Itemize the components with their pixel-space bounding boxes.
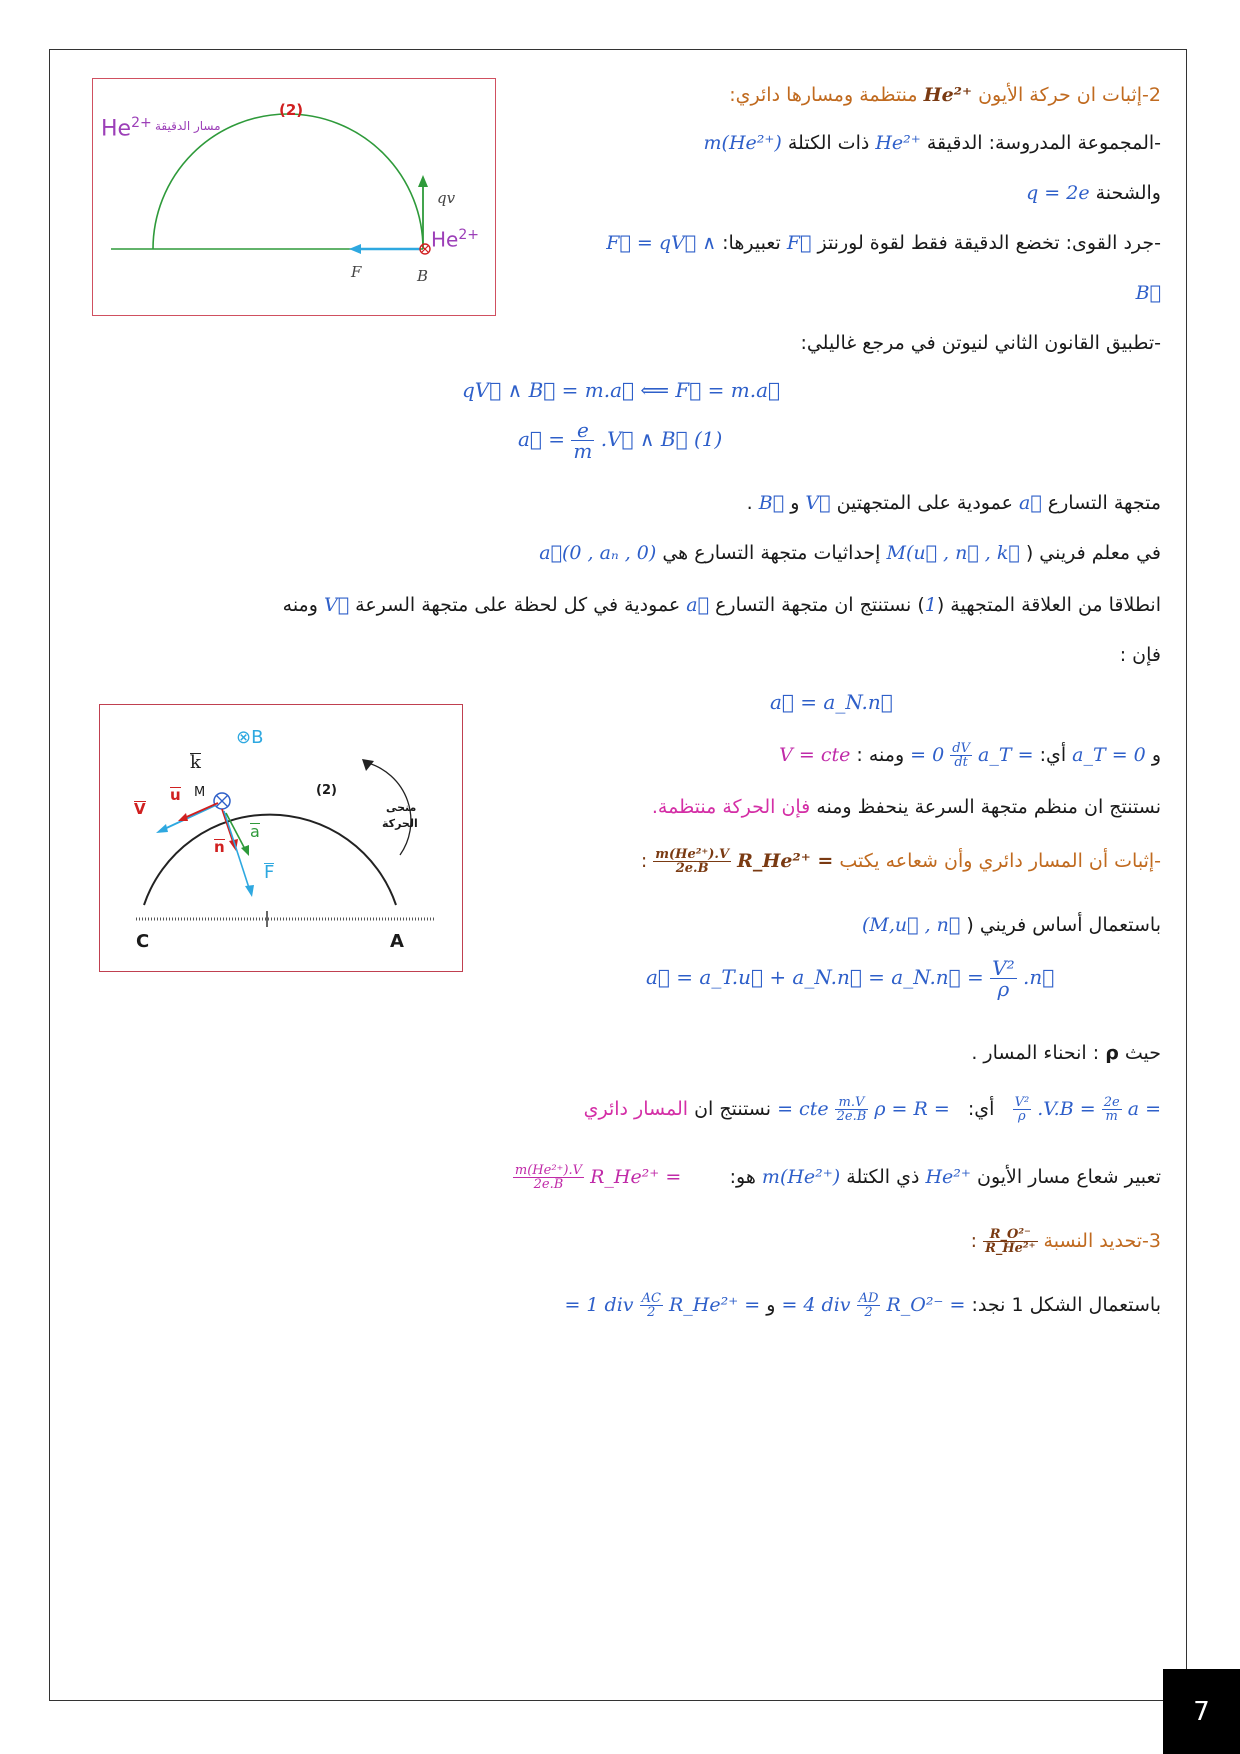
studied-system-line: -المجموعة المدروسة: الدقيقة He²⁺ ذات الكتلة m(He²⁺) (703, 132, 1161, 154)
page-number: 7 (1163, 1669, 1240, 1754)
radius-expression-line: تعبير شعاع مسار الأيون He²⁺ ذي الكتلة m(He²⁺) هو: R_He²⁺ = $\frac{\text{m(He²⁺).V}}{2e.B}$ (514, 1163, 1161, 1192)
figure1-f-label: F (351, 263, 362, 281)
forces-line: -جرد القوى: تخضع الدقيقة فقط لقوة لورنتز F⃗ تعبيرها: F⃗ = qV⃗ ∧ (606, 232, 1161, 254)
curvature-line: حيث ρ : انحناء المسار . (971, 1042, 1161, 1064)
figure1-particle-top: $He^{2+}$ (101, 115, 152, 142)
figure2-f-label: F (264, 862, 275, 883)
acceleration-perpendicular-line: متجهة التسارع a⃗ عمودية على المتجهتين V⃗ و B⃗ . (746, 492, 1161, 514)
figure-frenet-frame (99, 704, 463, 972)
figure1-b-label: B (417, 267, 429, 285)
charge-line: والشحنة q = 2e (1026, 182, 1161, 204)
figure2-m-label: M (194, 785, 206, 800)
figure2-a-point-label: A (390, 931, 404, 952)
equation-2: a⃗ = $\frac{e}{m}$ .V⃗ ∧ B⃗ (1) (518, 418, 723, 463)
frenet-coords-line: في معلم فريني ( M(u⃗ , n⃗ , k⃗ إحداثيات متجهة التسارع هي a⃗(0 , aₙ , 0) (539, 542, 1161, 564)
circular-path-result-line: a = $\frac{2e}{m}$ .V.B = $\frac{\text{V²}}{\rho}$ أي: ρ = R = $\frac{m.V}{2e.B}$ = cte نستنتج ان المسار دائري (583, 1095, 1161, 1124)
figure-semicircle-path (92, 78, 496, 316)
figure1-particle-right: $He^{2+}$ (431, 227, 479, 252)
figure2-u-label: u (170, 786, 181, 804)
forces-line-cont: B⃗ (1135, 282, 1161, 304)
radii-values-line: باستعمال الشكل 1 نجد: R_O²⁻ = $\frac{AD}{2}$ = 4 div و R_He²⁺ = $\frac{AC}{2}$ = 1 div (564, 1291, 1161, 1320)
figure2-b-label: ⊗B (236, 727, 264, 748)
frenet-basis-line: باستعمال أساس فريني ( (M,u⃗ , n⃗ (862, 914, 1161, 936)
equation-3: a⃗ = a_N.n⃗ (770, 690, 893, 714)
deduction-line: انطلاقا من العلاقة المتجهية (1) نستنتج ان متجهة التسارع a⃗ عمودية في كل لحظة على متجهة السرعة V⃗ ومنه (282, 594, 1161, 616)
figure2-a-label: a (250, 822, 260, 841)
figure2-c-label: C (136, 931, 150, 952)
circular-path-proof-title: -إثبات أن المسار دائري وأن شعاعه يكتب R_He²⁺ = $\frac{\text{m(He²⁺).V}}{2e.B}$ : (640, 847, 1161, 876)
tangential-acceleration-line: و a_T = 0 أي: a_T = $\frac{dV}{dt}$ = 0 ومنه : V = cte (779, 741, 1161, 770)
newton-law-line: -تطبيق القانون الثاني لنيوتن في مرجع غاليلي: (800, 332, 1161, 354)
figure2-k-label: k (190, 752, 201, 773)
figure2-curve-label-2: الحركة (382, 817, 418, 830)
figure2-two-label: (2) (316, 783, 337, 798)
figure2-v-label: V (134, 800, 146, 818)
figure1-path-label: مسار الدقيقة (155, 119, 221, 133)
then-line: فإن : (1119, 644, 1161, 666)
figure2-n-label: n (214, 838, 225, 856)
equation-1: qV⃗ ∧ B⃗ = m.a⃗ ⟸ F⃗ = m.a⃗ (462, 378, 781, 402)
figure1-qv-label: qv (437, 189, 456, 207)
section-2-title: 2-إثبات ان حركة الأيون He²⁺ منتظمة ومسارها دائري: (729, 84, 1161, 106)
figure2-curve-label-1: منحى (386, 801, 417, 814)
equation-4: a⃗ = a_T.u⃗ + a_N.n⃗ = a_N.n⃗ = $\frac{\text{V²}}{\rho}$ .n⃗ (646, 956, 1055, 1001)
uniform-motion-line: نستنتج ان منظم متجهة السرعة ينحفظ ومنه فإن الحركة منتظمة. (651, 796, 1161, 818)
figure1-label-two: (2) (279, 101, 304, 119)
frenet-diagram (100, 705, 462, 971)
section-3-title: 3-تحديد النسبة $\frac{\text{R\_O²⁻}}{\text{R\_He²⁺}}$ : (970, 1227, 1161, 1256)
